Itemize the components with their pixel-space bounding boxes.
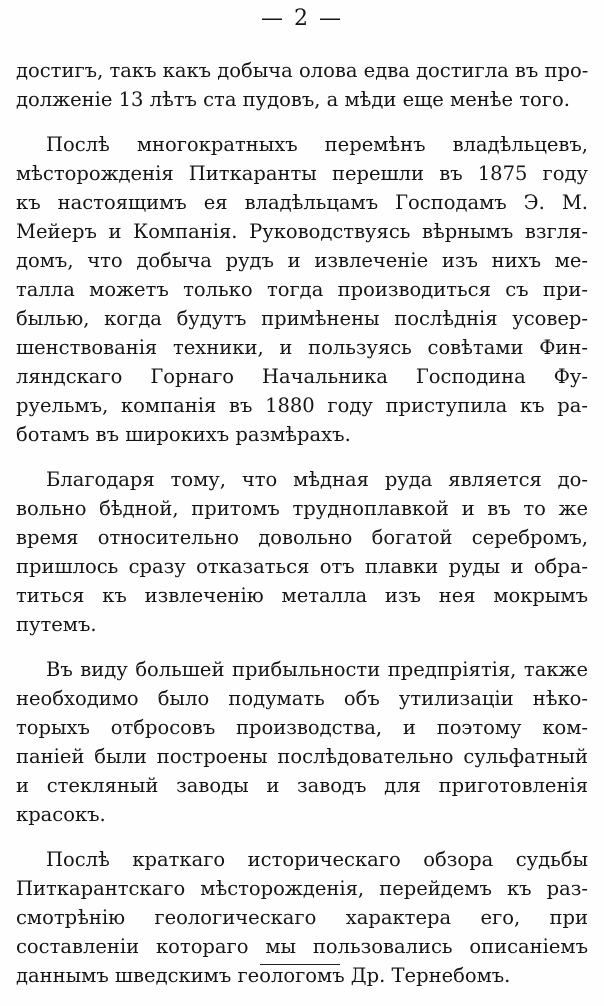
text-line: ляндскаго Горнаго Начальника Господина Фу- bbox=[16, 365, 588, 388]
text-line: къ настоящимъ ея владѣльцамъ Господамъ Э. М. bbox=[16, 191, 588, 214]
text-line: руельмъ, компанія въ 1880 году приступила къ ра- bbox=[16, 394, 588, 417]
text-body bbox=[16, 56, 588, 1006]
text-line: паніей были построены послѣдовательно сульфатный bbox=[16, 745, 588, 768]
text-line: Послѣ краткаго историческаго обзора судьбы bbox=[46, 848, 588, 871]
text-line: былью, когда будутъ примѣнены послѣднія усовер- bbox=[16, 307, 588, 330]
text-line: красокъ. bbox=[16, 803, 106, 826]
text-line: достигъ, такъ какъ добыча олова едва достигла въ про- bbox=[16, 59, 588, 82]
text-line: Питкарантскаго мѣсторожденія, перейдемъ къ раз- bbox=[16, 877, 588, 900]
text-line: путемъ. bbox=[16, 613, 97, 636]
end-rule-divider bbox=[260, 964, 340, 965]
text-line: пришлось сразу отказаться отъ плавки руды и обра- bbox=[16, 555, 588, 578]
text-line: вольно бѣдной, притомъ трудноплавкой и въ то же bbox=[16, 497, 588, 520]
text-line: необходимо было подумать объ утилизаціи нѣко- bbox=[16, 687, 588, 710]
text-line: талла можетъ только тогда производиться съ при- bbox=[16, 278, 588, 301]
text-line: титься къ извлеченію металла изъ нея мокрымъ bbox=[16, 584, 588, 607]
text-line: долженіе 13 лѣтъ ста пудовъ, а мѣди еще менѣе того. bbox=[16, 88, 570, 111]
text-line: Благодаря тому, что мѣдная руда является до- bbox=[46, 468, 588, 491]
paragraph-2 bbox=[16, 130, 588, 449]
text-line: и стекляный заводы и заводъ для приготовленія bbox=[16, 774, 588, 797]
text-line: составленіи котораго мы пользовались описаніемъ bbox=[16, 935, 588, 958]
text-line: мѣсторожденія Питкаранты перешли въ 1875 году bbox=[16, 162, 588, 185]
paragraph-5 bbox=[16, 845, 588, 990]
text-line: Въ виду большей прибыльности предпріятія, также bbox=[46, 658, 588, 681]
text-line: даннымъ шведскимъ геологомъ Др. Тернебомъ. bbox=[16, 964, 511, 987]
paragraph-1 bbox=[16, 56, 588, 114]
text-line: торыхъ отбросовъ производства, и поэтому ком- bbox=[16, 716, 588, 739]
text-line: шенствованія техники, и пользуясь совѣтами Фин- bbox=[16, 336, 588, 359]
text-line: домъ, что добыча рудъ и извлеченіе изъ нихъ ме- bbox=[16, 249, 588, 272]
text-line: время относительно довольно богатой серебромъ, bbox=[16, 526, 588, 549]
page-number: — 2 — bbox=[261, 6, 343, 31]
paragraph-4 bbox=[16, 655, 588, 829]
text-line: Мейеръ и Компанія. Руководствуясь вѣрнымъ взгля- bbox=[16, 220, 588, 243]
paragraph-3 bbox=[16, 465, 588, 639]
text-line: ботамъ въ широкихъ размѣрахъ. bbox=[16, 423, 351, 446]
text-line: смотрѣнію геологическаго характера его, при bbox=[16, 906, 588, 929]
text-line: Послѣ многократныхъ перемѣнъ владѣльцевъ, bbox=[46, 133, 588, 156]
